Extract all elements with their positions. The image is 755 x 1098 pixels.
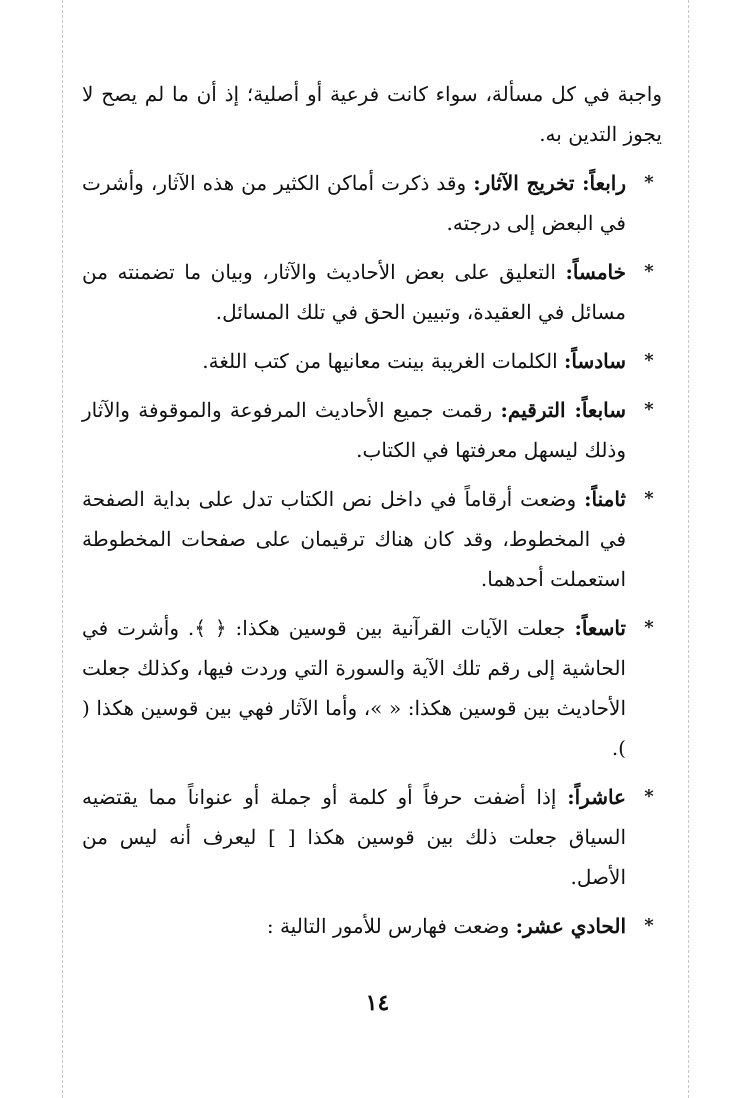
list-item-9: [82, 608, 662, 768]
page-edge-right: [688, 0, 689, 1098]
asterisk-icon: *: [644, 172, 654, 193]
item-text: جعلت الآيات القرآنية بين قوسين هكذا: ﴿ ﴾. وأشرت في الحاشية إلى رقم تلك الآية والسورة التي وردت فيها، وكذلك جعلت الأحاديث بين قوسين هكذا: « »، وأما الآثار فهي بين قوسين هكذا ( ).: [82, 616, 626, 760]
asterisk-icon: *: [644, 488, 654, 509]
item-label: ثامناً:: [584, 487, 626, 511]
item-text: وقد ذكرت أماكن الكثير من هذه الآثار، وأشرت في البعض إلى درجته.: [82, 171, 626, 235]
item-label: الحادي عشر:: [515, 914, 626, 938]
asterisk-icon: *: [644, 399, 654, 420]
item-label: عاشراً:: [567, 785, 626, 809]
item-label: رابعاً: تخريج الآثار:: [473, 171, 627, 195]
item-label: خامساً:: [565, 260, 626, 284]
list-item-10: [82, 777, 662, 897]
item-text: وضعت فهارس للأمور التالية :: [266, 914, 516, 938]
item-text: التعليق على بعض الأحاديث والآثار، وبيان ما تضمنته من مسائل في العقيدة، وتبيين الحق في تلك المسائل.: [82, 260, 626, 324]
asterisk-icon: *: [644, 915, 654, 936]
page-body: [82, 74, 662, 955]
asterisk-icon: *: [644, 617, 654, 638]
item-label: تاسعاً:: [574, 616, 626, 640]
item-label: سادساً:: [564, 349, 626, 373]
item-label: سابعاً: الترقيم:: [500, 398, 626, 422]
asterisk-icon: *: [644, 786, 654, 807]
asterisk-icon: *: [644, 350, 654, 371]
list-item-7: [82, 390, 662, 470]
intro-paragraph: واجبة في كل مسألة، سواء كانت فرعية أو أصلية؛ إذ أن ما لم يصح لا يجوز التدين به.: [82, 82, 662, 146]
page-number: ١٤: [365, 990, 390, 1016]
asterisk-icon: *: [644, 261, 654, 282]
list-item-5: [82, 252, 662, 332]
list-item-4: [82, 163, 662, 243]
item-text: رقمت جميع الأحاديث المرفوعة والموقوفة والآثار وذلك ليسهل معرفتها في الكتاب.: [82, 398, 626, 462]
item-text: وضعت أرقاماً في داخل نص الكتاب تدل على بداية الصفحة في المخطوط، وقد كان هناك ترقيمان على صفحات المخطوطة استعملت أحدهما.: [82, 487, 626, 591]
item-text: الكلمات الغريبة بينت معانيها من كتب اللغة.: [202, 349, 564, 373]
list-item-6: [82, 341, 662, 381]
list-item-8: [82, 479, 662, 599]
item-text: إذا أضفت حرفاً أو كلمة أو جملة أو عنواناً مما يقتضيه السياق جعلت ذلك بين قوسين هكذا [ ] ليعرف أنه ليس من الأصل.: [82, 785, 626, 889]
page-edge-left: [62, 0, 63, 1098]
list-item-11: [82, 906, 662, 946]
